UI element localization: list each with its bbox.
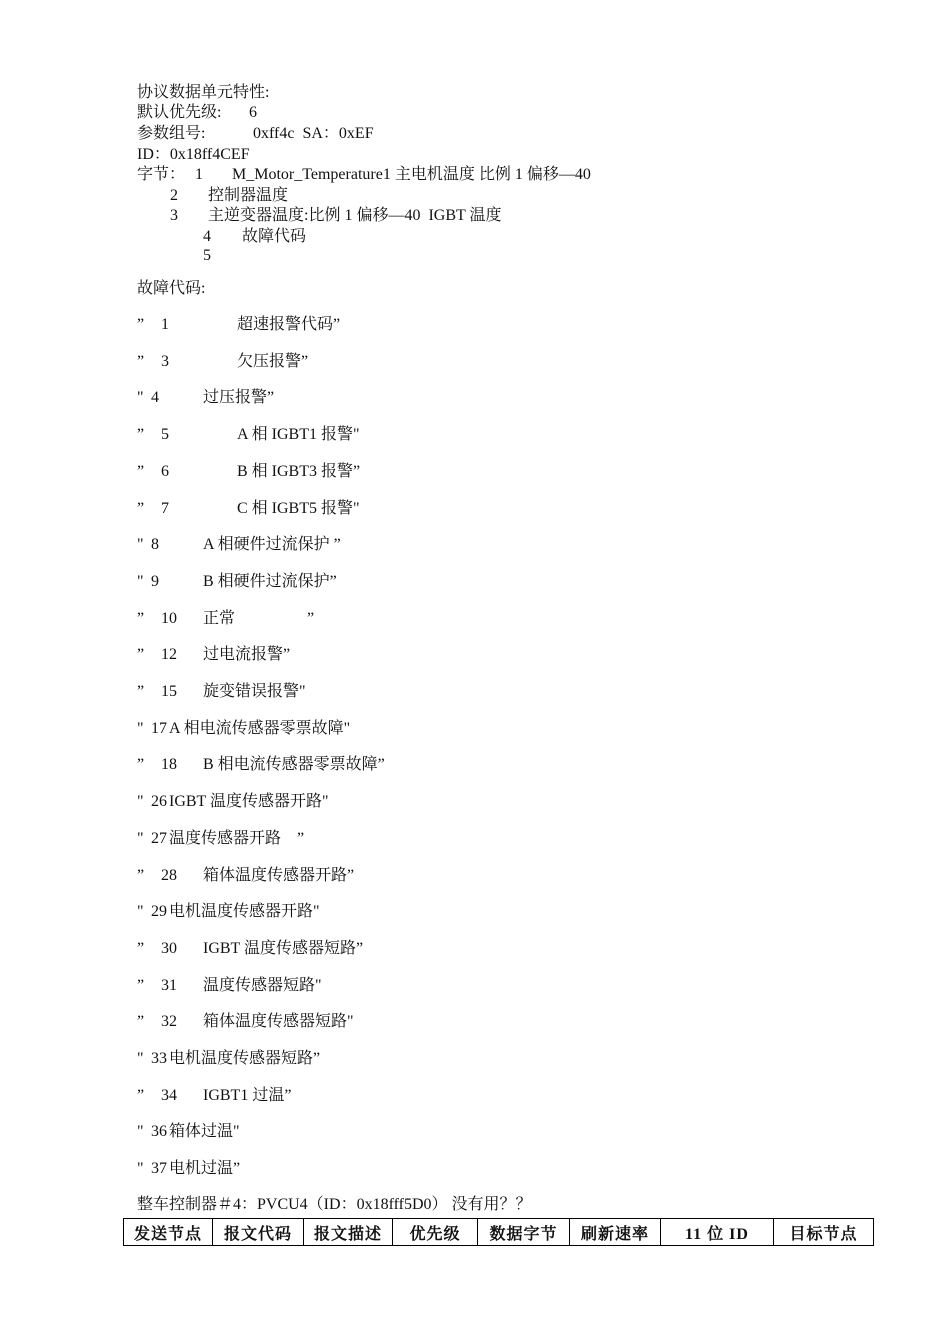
- fault-code-number: 10: [161, 610, 177, 627]
- quote-mark: ": [137, 1123, 144, 1140]
- fault-code-desc: 过电流报警”: [203, 646, 291, 663]
- fault-code-desc: IGBT1 过温”: [203, 1087, 292, 1104]
- fault-code-number: 8: [151, 536, 159, 553]
- quote-mark: ": [137, 573, 144, 590]
- quote-mark: ": [137, 793, 144, 810]
- quote-mark: ": [137, 1160, 144, 1177]
- fault-title: 故障代码:: [137, 280, 206, 297]
- quote-mark: ": [137, 389, 144, 406]
- fault-code-number: 34: [161, 1087, 177, 1104]
- fault-code-desc: 欠压报警”: [237, 353, 309, 370]
- quote-mark: ”: [137, 683, 145, 700]
- quote-mark: ": [137, 720, 144, 737]
- fault-code-number: 27: [151, 830, 167, 847]
- quote-mark: ”: [137, 316, 145, 333]
- table-header-row: [124, 1219, 874, 1246]
- fault-code-number: 18: [161, 756, 177, 773]
- fault-code-desc: 正常 ”: [203, 610, 315, 627]
- byte-num: 2: [170, 187, 178, 204]
- fault-code-desc: 箱体温度传感器开路”: [203, 867, 355, 884]
- byte-desc: 主逆变器温度:比例 1 偏移—40 IGBT 温度: [208, 207, 502, 224]
- id-line: ID：0x18ff4CEF: [137, 146, 250, 163]
- header-11bit-id: 11 位 ID: [661, 1219, 774, 1246]
- byte-num: 4: [203, 228, 211, 245]
- header-send-node: 发送节点: [124, 1219, 213, 1246]
- quote-mark: ": [137, 536, 144, 553]
- quote-mark: ”: [137, 867, 145, 884]
- byte-desc: 故障代码: [242, 228, 307, 245]
- priority-label: 默认优先级:: [137, 104, 222, 121]
- quote-mark: ”: [137, 463, 145, 480]
- quote-mark: ”: [137, 940, 145, 957]
- quote-mark: ”: [137, 353, 145, 370]
- quote-mark: ”: [137, 756, 145, 773]
- byte-num: 3: [170, 207, 178, 224]
- fault-code-desc: 温度传感器短路": [203, 977, 322, 994]
- fault-code-number: 1: [161, 316, 169, 333]
- fault-code-number: 4: [151, 389, 159, 406]
- header-message-code: 报文代码: [213, 1219, 304, 1246]
- header-refresh-rate: 刷新速率: [570, 1219, 661, 1246]
- quote-mark: ”: [137, 426, 145, 443]
- header-priority: 优先级: [393, 1219, 478, 1246]
- fault-code-desc: 温度传感器开路 ”: [169, 830, 305, 847]
- header-data-bytes: 数据字节: [478, 1219, 570, 1246]
- quote-mark: ": [137, 903, 144, 920]
- fault-code-number: 30: [161, 940, 177, 957]
- byte-num: 5: [203, 247, 211, 264]
- fault-code-desc: A 相电流传感器零票故障": [169, 720, 351, 737]
- byte-num: 1: [195, 166, 203, 183]
- bytes-label: 字节：: [137, 166, 186, 183]
- fault-code-desc: IGBT 温度传感器开路": [169, 793, 329, 810]
- fault-code-desc: 过压报警”: [203, 389, 275, 406]
- fault-code-number: 37: [151, 1160, 167, 1177]
- fault-code-desc: C 相 IGBT5 报警": [237, 500, 360, 517]
- fault-code-desc: B 相电流传感器零票故障”: [203, 756, 385, 773]
- fault-code-number: 36: [151, 1123, 167, 1140]
- header-message-desc: 报文描述: [304, 1219, 393, 1246]
- fault-code-number: 31: [161, 977, 177, 994]
- fault-code-desc: 电机温度传感器开路": [169, 903, 320, 920]
- fault-code-desc: IGBT 温度传感器短路”: [203, 940, 364, 957]
- pgn-label: 参数组号:: [137, 125, 206, 142]
- quote-mark: ": [137, 830, 144, 847]
- quote-mark: ”: [137, 646, 145, 663]
- header-target-node: 目标节点: [774, 1219, 874, 1246]
- fault-code-desc: B 相硬件过流保护”: [203, 573, 337, 590]
- pgn-value: 0xff4c SA：0xEF: [253, 125, 374, 142]
- quote-mark: ”: [137, 500, 145, 517]
- fault-code-number: 32: [161, 1013, 177, 1030]
- quote-mark: ”: [137, 1087, 145, 1104]
- quote-mark: ": [137, 1050, 144, 1067]
- fault-code-desc: 电机过温”: [169, 1160, 241, 1177]
- priority-value: 6: [249, 104, 257, 121]
- fault-code-desc: 电机温度传感器短路”: [169, 1050, 321, 1067]
- fault-code-desc: 箱体温度传感器短路": [203, 1013, 354, 1030]
- fault-code-number: 15: [161, 683, 177, 700]
- fault-code-desc: B 相 IGBT3 报警”: [237, 463, 361, 480]
- fault-code-number: 9: [151, 573, 159, 590]
- byte-desc: M_Motor_Temperature1 主电机温度 比例 1 偏移—40: [232, 166, 591, 183]
- pdu-heading: 协议数据单元特性:: [137, 84, 270, 101]
- fault-code-number: 28: [161, 867, 177, 884]
- fault-code-number: 33: [151, 1050, 167, 1067]
- vcu-title: 整车控制器＃4：PVCU4（ID：0x18fff5D0） 没有用？？: [137, 1196, 532, 1213]
- fault-code-number: 3: [161, 353, 169, 370]
- fault-code-number: 29: [151, 903, 167, 920]
- fault-code-desc: A 相硬件过流保护 ”: [203, 536, 341, 553]
- fault-code-desc: A 相 IGBT1 报警": [237, 426, 360, 443]
- fault-code-number: 26: [151, 793, 167, 810]
- fault-code-number: 17: [151, 720, 167, 737]
- byte-desc: 控制器温度: [208, 187, 289, 204]
- quote-mark: ”: [137, 610, 145, 627]
- fault-code-number: 12: [161, 646, 177, 663]
- fault-code-number: 5: [161, 426, 169, 443]
- quote-mark: ”: [137, 977, 145, 994]
- fault-code-number: 6: [161, 463, 169, 480]
- fault-code-desc: 旋变错误报警": [203, 683, 306, 700]
- quote-mark: ”: [137, 1013, 145, 1030]
- fault-code-number: 7: [161, 500, 169, 517]
- message-table: [123, 1218, 874, 1246]
- fault-code-desc: 箱体过温": [169, 1123, 240, 1140]
- fault-code-desc: 超速报警代码”: [237, 316, 341, 333]
